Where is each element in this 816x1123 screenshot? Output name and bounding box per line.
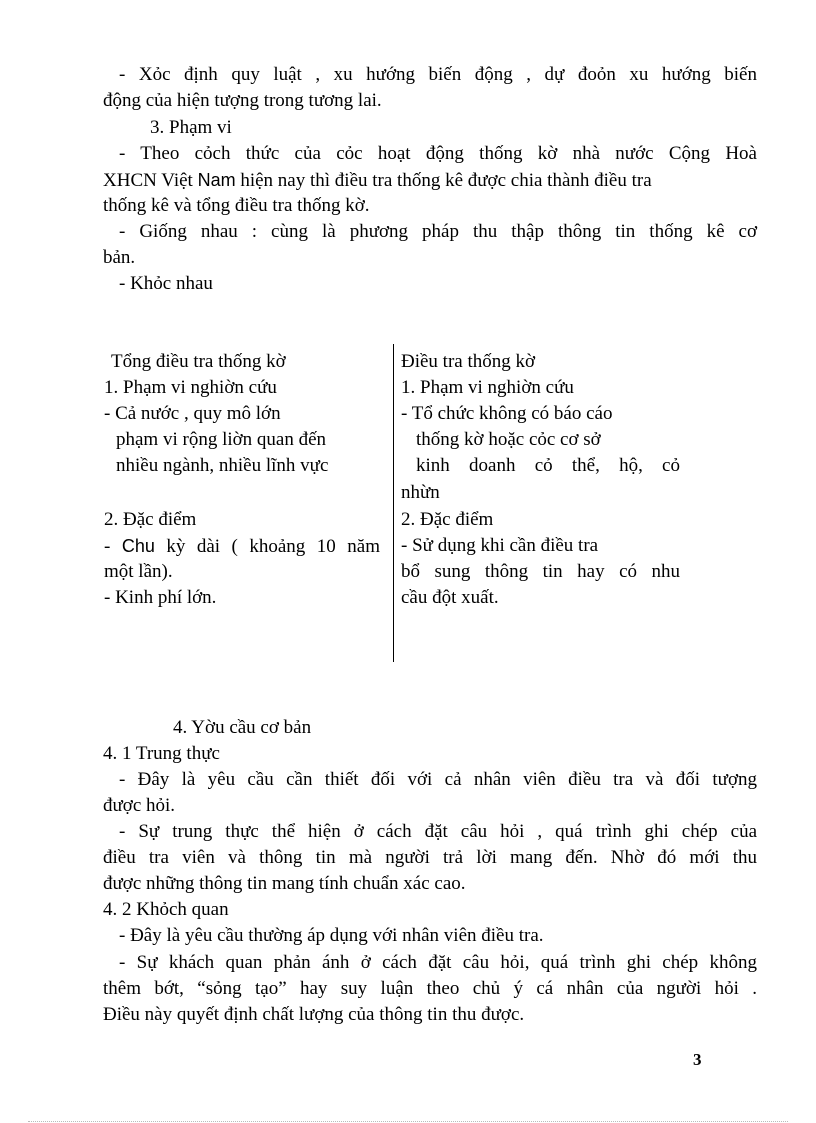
left-item	[104, 533, 380, 560]
section-heading: 4. Yờu cầu cơ bản	[173, 717, 312, 738]
right-subheading: 1. Phạm vi nghiờn cứu	[401, 377, 574, 398]
left-item: nhiều ngành, nhiều lĩnh vực	[116, 455, 329, 476]
right-item: nhừn	[401, 482, 440, 503]
text-run: -	[104, 536, 122, 557]
text-run: Chu	[121, 536, 155, 556]
body-line: - Theo cỏch thức của cỏc hoạt động thống kờ nhà nước Cộng Hoà	[119, 143, 757, 164]
body-line: - Giống nhau : cùng là phương pháp thu thập thông tin thống kê cơ	[119, 221, 757, 242]
left-subheading: 2. Đặc điểm	[104, 509, 197, 530]
left-item: phạm vi rộng liờn quan đến	[116, 429, 327, 450]
body-line: - Xỏc định quy luật , xu hướng biến động , dự đoỏn xu hướng biến	[119, 64, 757, 85]
subsection-heading: 4. 1 Trung thực	[103, 743, 220, 764]
subsection-heading: 4. 2 Khỏch quan	[103, 899, 229, 920]
section-heading: 3. Phạm vi	[150, 117, 232, 138]
right-item: - Tổ chức không có báo cáo	[401, 403, 613, 424]
column-divider	[393, 344, 394, 662]
body-line: được hỏi.	[103, 795, 176, 816]
body-line: - Khỏc nhau	[119, 273, 213, 294]
text-run: hiện nay thì điều tra thống kê được chia thành điều tra	[235, 170, 652, 191]
right-subheading: 2. Đặc điểm	[401, 509, 494, 530]
body-line: điều tra viên và thông tin mà người trả lời mang đến. Nhờ đó mới thu	[103, 847, 757, 868]
right-column-header: Điều tra thống kờ	[401, 351, 536, 372]
left-item: - Cả nước , quy mô lớn	[104, 403, 281, 424]
right-item: cầu đột xuất.	[401, 587, 499, 608]
text-run: Nam	[197, 170, 236, 190]
body-line: Điều này quyết định chất lượng của thông tin thu được.	[103, 1004, 525, 1025]
body-line	[103, 167, 652, 194]
body-line: được những thông tin mang tính chuẩn xác cao.	[103, 873, 466, 894]
page-bottom-border	[28, 1121, 788, 1122]
left-column-header: Tổng điều tra thống kờ	[111, 351, 286, 372]
right-item: thống kờ hoặc cỏc cơ sở	[416, 429, 601, 450]
body-line: thống kê và tổng điều tra thống kờ.	[103, 195, 370, 216]
right-item: kinh doanh cỏ thể, hộ, cỏ	[416, 455, 680, 476]
body-line: động của hiện tượng trong tương lai.	[103, 90, 382, 111]
body-line: bản.	[103, 247, 136, 268]
text-run: kỳ dài ( khoảng 10 năm	[154, 536, 381, 557]
body-line: - Sự trung thực thể hiện ở cách đặt câu hỏi , quá trình ghi chép của	[119, 821, 757, 842]
right-item: - Sử dụng khi cần điều tra	[401, 535, 599, 556]
left-item: một lần).	[104, 561, 173, 582]
body-line: thêm bớt, “sỏng tạo” hay suy luận theo chủ ý cá nhân của người hỏi .	[103, 978, 757, 999]
page-number: 3	[693, 1050, 702, 1069]
left-subheading: 1. Phạm vi nghiờn cứu	[104, 377, 277, 398]
left-item: - Kinh phí lớn.	[104, 587, 217, 608]
body-line: - Đây là yêu cầu cần thiết đối với cả nhân viên điều tra và đối tượng	[119, 769, 757, 790]
body-line: - Sự khách quan phản ánh ở cách đặt câu hỏi, quá trình ghi chép không	[119, 952, 757, 973]
body-line: - Đây là yêu cầu thường áp dụng với nhân viên điều tra.	[119, 925, 544, 946]
text-run: XHCN Việt	[103, 170, 198, 191]
right-item: bổ sung thông tin hay có nhu	[401, 561, 680, 582]
